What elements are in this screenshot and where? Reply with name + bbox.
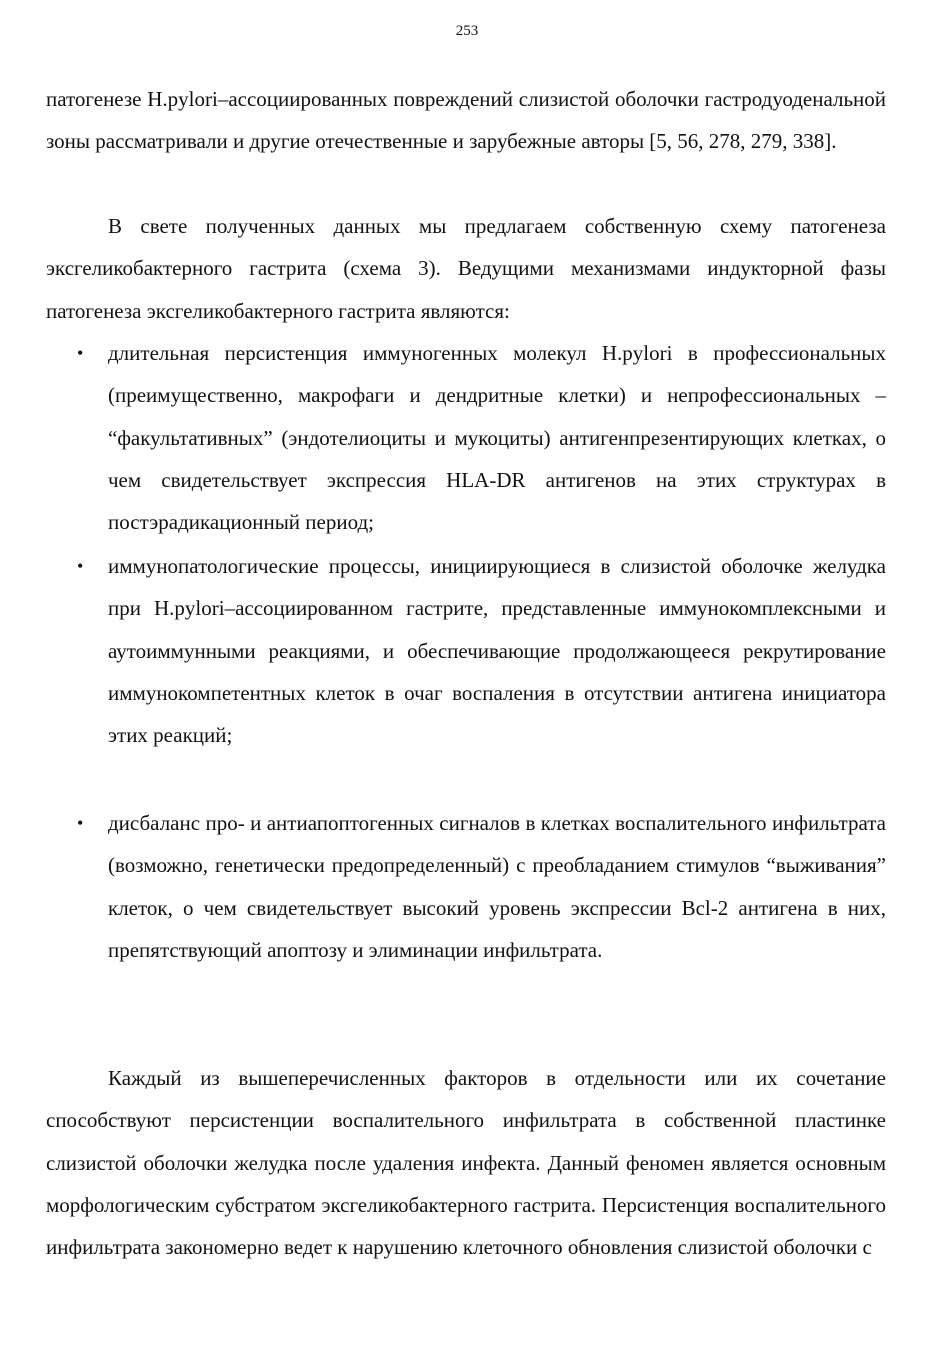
- bullet-icon: •: [77, 343, 84, 363]
- list-item-text: дисбаланс про- и антиапоптогенных сигналов в клетках воспалительного инфильтрата (возможно, генетически предопределенный) с преобладанием стимулов “выживания” клеток, о чем свидетельствует высокий уровень экспрессии Bcl-2 антигена в них, препятствующий апоптозу и элиминации инфильтрата.: [108, 811, 886, 962]
- paragraph-conclusion: Каждый из вышеперечисленных факторов в отдельности или их сочетание способствуют персистенции воспалительного инфильтрата в собственной пластинке слизистой оболочки желудка после удаления инфекта. Данный феномен является основным морфологическим субстратом эксгеликобактерного гастрита. Персистенция воспалительного инфильтрата закономерно ведет к нарушению клеточного обновления слизистой оболочки с: [46, 1066, 886, 1260]
- paragraph-intro: патогенезе H.pylori–ассоциированных повреждений слизистой оболочки гастродуоденальной зоны рассматривали и другие отечественные и зарубежные авторы [5, 56, 278, 279, 338].: [46, 87, 886, 154]
- bullet-icon: •: [77, 556, 84, 576]
- paragraph-scheme: В свете полученных данных мы предлагаем собственную схему патогенеза эксгеликобактерного гастрита (схема 3). Ведущими механизмами индукторной фазы патогенеза эксгеликобактерного гастрита являются:: [46, 214, 886, 323]
- list-item: [77, 332, 886, 543]
- list-item: [77, 802, 886, 971]
- page-number: 253: [455, 23, 479, 39]
- bullet-icon: •: [77, 813, 84, 833]
- list-item-text: длительная персистенция иммуногенных молекул H.pylori в профессиональных (преимущественно, макрофаги и дендритные клетки) и непрофессиональных – “факультативных” (эндотелиоциты и мукоциты) антигенпрезентирующих клетках, о чем свидетельствует экспрессия HLA-DR антигенов на этих структурах в постэрадикационный период;: [108, 341, 886, 535]
- list-item: [77, 545, 886, 756]
- list-item-text: иммунопатологические процессы, инициирующиеся в слизистой оболочке желудка при H.pylori–ассоциированном гастрите, представленные иммунокомплексными и аутоиммунными реакциями, и обеспечивающие продолжающееся рекрутирование иммунокомпетентных клеток в очаг воспаления в отсутствии антигена инициатора этих реакций;: [108, 554, 886, 748]
